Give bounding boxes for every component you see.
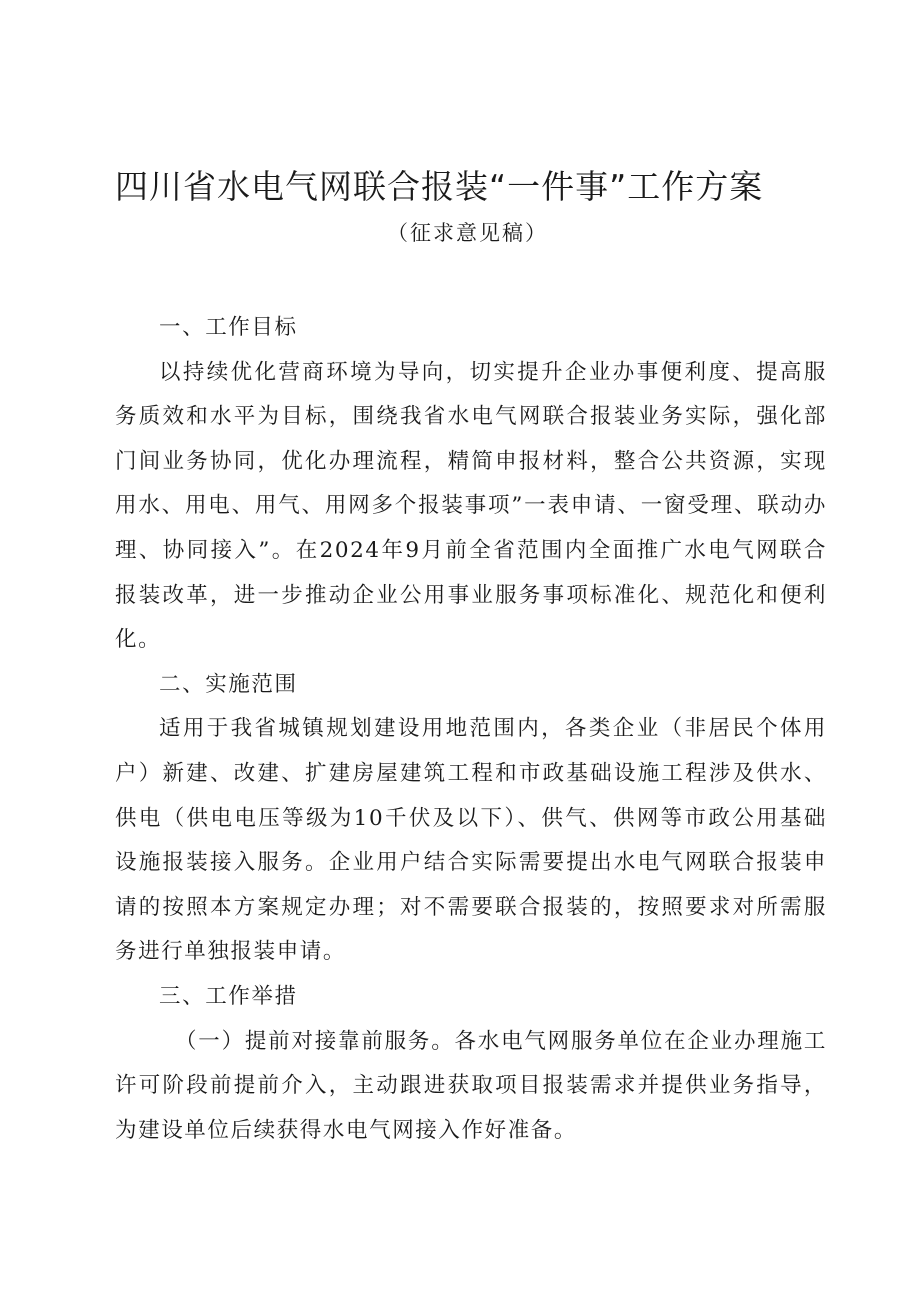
section-heading-measures: 三、工作举措 [159, 983, 298, 1009]
document-subtitle-text: （征求意见稿） [387, 221, 548, 245]
section-heading-scope: 二、实施范围 [159, 671, 298, 697]
paragraph-scope: 适用于我省城镇规划建设用地范围内，各类企业（非居民个体用户）新建、改建、扩建房屋建筑工程和市政基础设施工程涉及供水、供电（供电电压等级为10千伏及以下）、供气、供网等市政公用基础设施报装接入服务。企业用户结合实际需要提出水电气网联合报装申请的按照本方案规定办理；对不需要联合报装的，按照要求对所需服务进行单独报装申请。 [115, 716, 827, 965]
document-title: 四川省水电气网联合报装“一件事”工作方案 [115, 167, 764, 206]
paragraph-measure-1: （一）提前对接靠前服务。各水电气网服务单位在企业办理施工许可阶段前提前介入，主动跟进获取项目报装需求并提供业务指导，为建设单位后续获得水电气网接入作好准备。 [115, 1028, 827, 1143]
document-subtitle [0, 218, 920, 248]
document-body [115, 306, 827, 1153]
section-heading-goals: 一、工作目标 [159, 315, 298, 340]
paragraph-goals: 以持续优化营商环境为导向，切实提升企业办事便利度、提高服务质效和水平为目标，围绕我省水电气网联合报装业务实际，强化部门间业务协同，优化办理流程，精简申报材料，整合公共资源，实现用水、用电、用气、用网多个报装事项”一表申请、一窗受理、联动办理、协同接入”。在2024年9月前全省范围内全面推广水电气网联合报装改革，进一步推动企业公用事业服务事项标准化、规范化和便利化。 [115, 359, 827, 653]
